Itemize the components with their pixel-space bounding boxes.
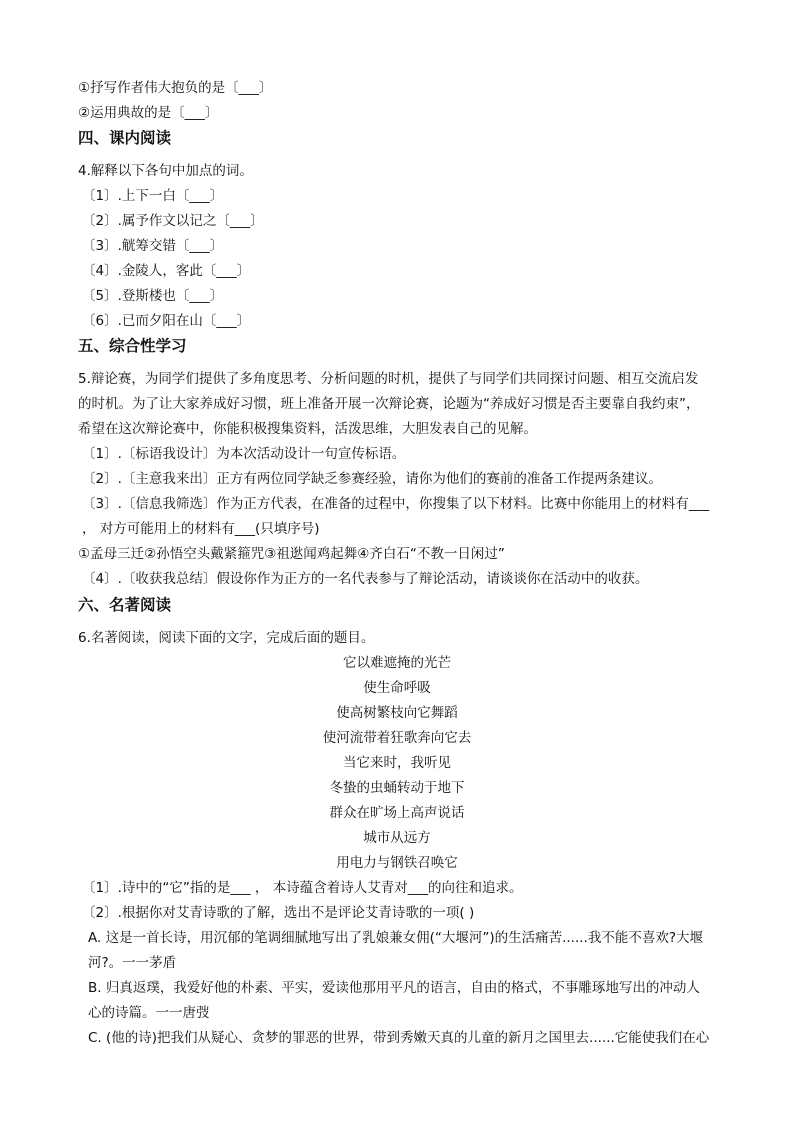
q4-item-5: 〔5〕.登斯楼也〔___〕 bbox=[82, 288, 224, 304]
section-heading-4: 四、课内阅读 bbox=[78, 129, 172, 147]
poem-line: 使高树繁枝向它舞蹈 bbox=[336, 705, 458, 721]
q4-item-3: 〔3〕.觥筹交错〔___〕 bbox=[82, 238, 224, 254]
q5-item-2: 〔2〕.〔主意我来出〕正方有两位同学缺乏参赛经验，请你为他们的赛前的准备工作提两条建议。 bbox=[82, 471, 662, 487]
q5-item-1: 〔1〕.〔标语我设计〕为本次活动设计一句宣传标语。 bbox=[82, 446, 406, 462]
q5-item-3-cont: ， 对方可能用上的材料有___(只填序号) bbox=[82, 521, 320, 537]
q5-stem-line-1: 5.辩论赛，为同学们提供了多角度思考、分析问题的时机，提供了与同学们共同探讨问题、相互交流启发 bbox=[78, 371, 699, 387]
poem-line: 用电力与钢铁召唤它 bbox=[336, 855, 458, 871]
q3-item-2: ②运用典故的是〔___〕 bbox=[78, 105, 219, 121]
q5-stem-line-2: 的时机。为了让大家养成好习惯，班上准备开展一次辩论赛，论题为“养成好习惯是否主要靠自我约束”， bbox=[78, 396, 700, 412]
q4-item-6: 〔6〕.已而夕阳在山〔___〕 bbox=[82, 313, 251, 329]
q5-item-4: 〔4〕.〔收获我总结〕假设你作为正方的一名代表参与了辩论活动，请谈谈你在活动中的收获。 bbox=[82, 571, 649, 587]
q6-option-a-cont: 河?。一一茅盾 bbox=[88, 955, 177, 971]
poem-line: 使河流带着狂歌奔向它去 bbox=[322, 730, 472, 746]
q4-item-2: 〔2〕.属予作文以记之〔___〕 bbox=[82, 213, 264, 229]
q6-stem: 6.名著阅读，阅读下面的文字，完成后面的题目。 bbox=[78, 630, 375, 646]
section-heading-6: 六、名著阅读 bbox=[78, 596, 172, 614]
q4-item-4: 〔4〕.金陵人，客此〔___〕 bbox=[82, 263, 251, 279]
poem-line: 城市从远方 bbox=[363, 830, 431, 846]
poem-line: 使生命呼吸 bbox=[363, 680, 431, 696]
q6-item-1: 〔1〕.诗中的“它”指的是___ ， 本诗蕴含着诗人艾青对___的向往和追求。 bbox=[82, 880, 523, 896]
poem-line: 群众在旷场上高声说话 bbox=[329, 805, 465, 821]
q6-option-c: C. (他的诗)把我们从疑心、贪梦的罪恶的世界，带到秀嫩天真的儿童的新月之国里去......它能使我们在心 bbox=[88, 1030, 710, 1046]
q6-option-b-cont: 心的诗篇。一一唐弢 bbox=[88, 1005, 210, 1021]
q6-option-b: B. 归真返璞，我爱好他的朴素、平实，爱读他那用平凡的语言，自由的格式，不事雕琢地写出的冲动人 bbox=[88, 980, 700, 996]
section-heading-5: 五、综合性学习 bbox=[78, 337, 187, 355]
q5-materials: ①孟母三迁②孙悟空头戴紧箍咒③祖逖闻鸡起舞④齐白石“不教一日闲过” bbox=[78, 546, 505, 562]
q5-stem-line-3: 希望在这次辩论赛中，你能积极搜集资料，活泼思维，大胆发表自己的见解。 bbox=[78, 421, 537, 437]
poem-line: 冬蛰的虫蛹转动于地下 bbox=[329, 780, 465, 796]
q6-option-a: A. 这是一首长诗，用沉郁的笔调细腻地写出了乳娘兼女佣(“大堰河”)的生活痛苦......我不能不喜欢?大堰 bbox=[88, 930, 704, 946]
q5-item-3: 〔3〕.〔信息我筛选〕作为正方代表，在准备的过程中，你搜集了以下材料。比赛中你能用上的材料有___ bbox=[82, 496, 710, 512]
q3-item-1: ①抒写作者伟大抱负的是〔___〕 bbox=[78, 80, 273, 96]
poem-line: 当它来时，我听见 bbox=[343, 755, 451, 771]
q4-stem: 4.解释以下各句中加点的词。 bbox=[78, 163, 253, 179]
q4-item-1: 〔1〕.上下一白〔___〕 bbox=[82, 188, 224, 204]
q6-item-2: 〔2〕.根据你对艾青诗歌的了解，选出不是评论艾青诗歌的一项( ) bbox=[82, 905, 475, 921]
poem-line: 它以难遮掩的光芒 bbox=[343, 655, 451, 671]
